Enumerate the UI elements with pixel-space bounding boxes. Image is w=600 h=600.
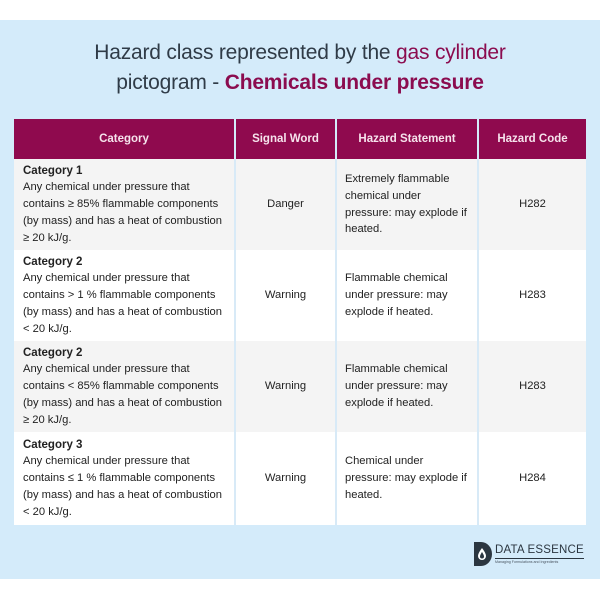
signal-word-cell: Warning [235,432,336,525]
hazard-statement-cell: Flammable chemical under pressure: may explode if heated. [336,341,478,432]
signal-word-cell: Warning [235,341,336,432]
header-signal-word: Signal Word [235,119,336,159]
signal-word-cell: Danger [235,159,336,250]
hazard-code-cell: H284 [478,432,586,525]
title-line-2-text: pictogram - [116,71,225,94]
table-row [14,432,586,525]
title-highlight-gas-cylinder: gas cylinder [396,41,506,64]
category-title: Category 2 [23,346,83,359]
title-line-1-text: Hazard class represented by the [94,41,397,64]
table-row [14,250,586,341]
data-essence-logo [474,540,588,568]
category-cell [14,341,235,432]
hazard-statement-cell: Extremely flammable chemical under pressure: may explode if heated. [336,159,478,250]
header-category: Category [14,119,235,159]
category-description: Any chemical under pressure that contains ≥ 85% flammable components (by mass) and has a heat of combustion ≥ 20 kJ/g. [23,181,222,244]
hazard-code-cell: H283 [478,250,586,341]
category-cell [14,432,235,525]
category-cell [14,250,235,341]
logo-name: DATA ESSENCE [495,544,584,559]
signal-word-cell: Warning [235,250,336,341]
category-description: Any chemical under pressure that contains < 85% flammable components (by mass) and has a heat of combustion ≥ 20 kJ/g. [23,363,222,426]
category-description: Any chemical under pressure that contains > 1 % flammable components (by mass) and has a heat of combustion < 20 kJ/g. [23,272,222,335]
header-hazard-statement: Hazard Statement [336,119,478,159]
table-header-row [14,119,586,159]
table-row [14,341,586,432]
hazard-table [14,119,586,525]
logo-tagline: Managing Formulations and Ingredients [495,559,559,564]
hazard-code-cell: H283 [478,341,586,432]
hazard-statement-cell: Chemical under pressure: may explode if heated. [336,432,478,525]
title-line-1 [0,38,600,68]
logo-text [495,544,584,565]
title-line-2 [0,68,600,98]
category-description: Any chemical under pressure that contains ≤ 1 % flammable components (by mass) and has a heat of combustion < 20 kJ/g. [23,455,222,518]
category-title: Category 1 [23,164,83,177]
category-cell [14,159,235,250]
drop-in-d-logo-icon [474,542,492,566]
header-hazard-code: Hazard Code [478,119,586,159]
title-highlight-chemicals: Chemicals under pressure [224,71,484,94]
hazard-code-cell: H282 [478,159,586,250]
hazard-statement-cell: Flammable chemical under pressure: may explode if heated. [336,250,478,341]
table-row [14,159,586,250]
category-title: Category 3 [23,438,83,451]
category-title: Category 2 [23,255,83,268]
page-title [0,38,600,98]
